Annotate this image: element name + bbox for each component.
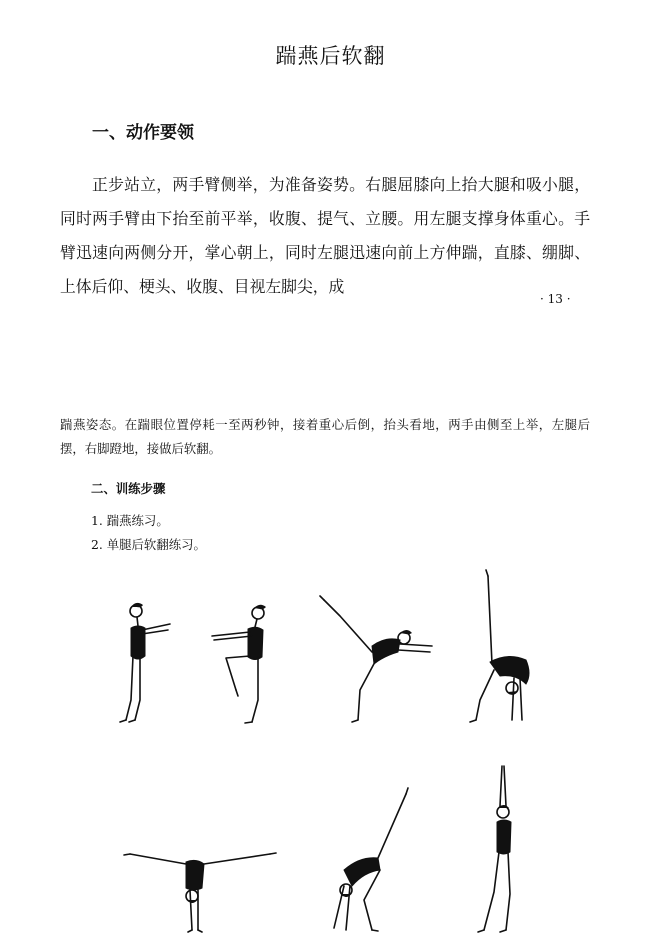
figure-walkover-lunge bbox=[334, 788, 408, 931]
figure-knee-raise bbox=[212, 605, 266, 723]
training-step-2: 2. 单腿后软翻练习。 bbox=[91, 537, 206, 552]
section-heading-training-steps: 二、训练步骤 bbox=[91, 481, 166, 496]
continuation-paragraph: 踹燕姿态。在踹眼位置停耗一至两秒钟，接着重心后倒，抬头看地，两手由侧至上举，左腿后摆，右脚蹬地，接做后软翻。 bbox=[60, 417, 590, 456]
figure-handstand-split bbox=[124, 853, 276, 932]
training-step-1: 1. 踹燕练习。 bbox=[91, 513, 169, 528]
key-points-paragraph: 正步站立，两手臂侧举，为准备姿势。右腿屈膝向上抬大腿和吸小腿，同时两手臂由下抬至前平举，收腹、提气、立腰。用左腿支撑身体重心。手臂迅速向两侧分开，掌心朝上，同时左腿迅速向前上方伸踹，直膝、绷脚、上体后仰、梗头、收腹、目视左脚尖，成 bbox=[60, 175, 590, 296]
section-heading-key-points: 一、动作要领 bbox=[92, 123, 194, 143]
figure-standing-arms-forward bbox=[120, 603, 170, 722]
figure-backbend-leg-up bbox=[470, 570, 529, 722]
page-title: 踹燕后软翻 bbox=[275, 44, 386, 68]
gymnastics-illustrations bbox=[0, 560, 661, 949]
figure-kick-swallow-arch bbox=[320, 596, 432, 722]
page-number: · 13 · bbox=[540, 292, 571, 306]
figure-standing-arms-up bbox=[478, 766, 511, 932]
